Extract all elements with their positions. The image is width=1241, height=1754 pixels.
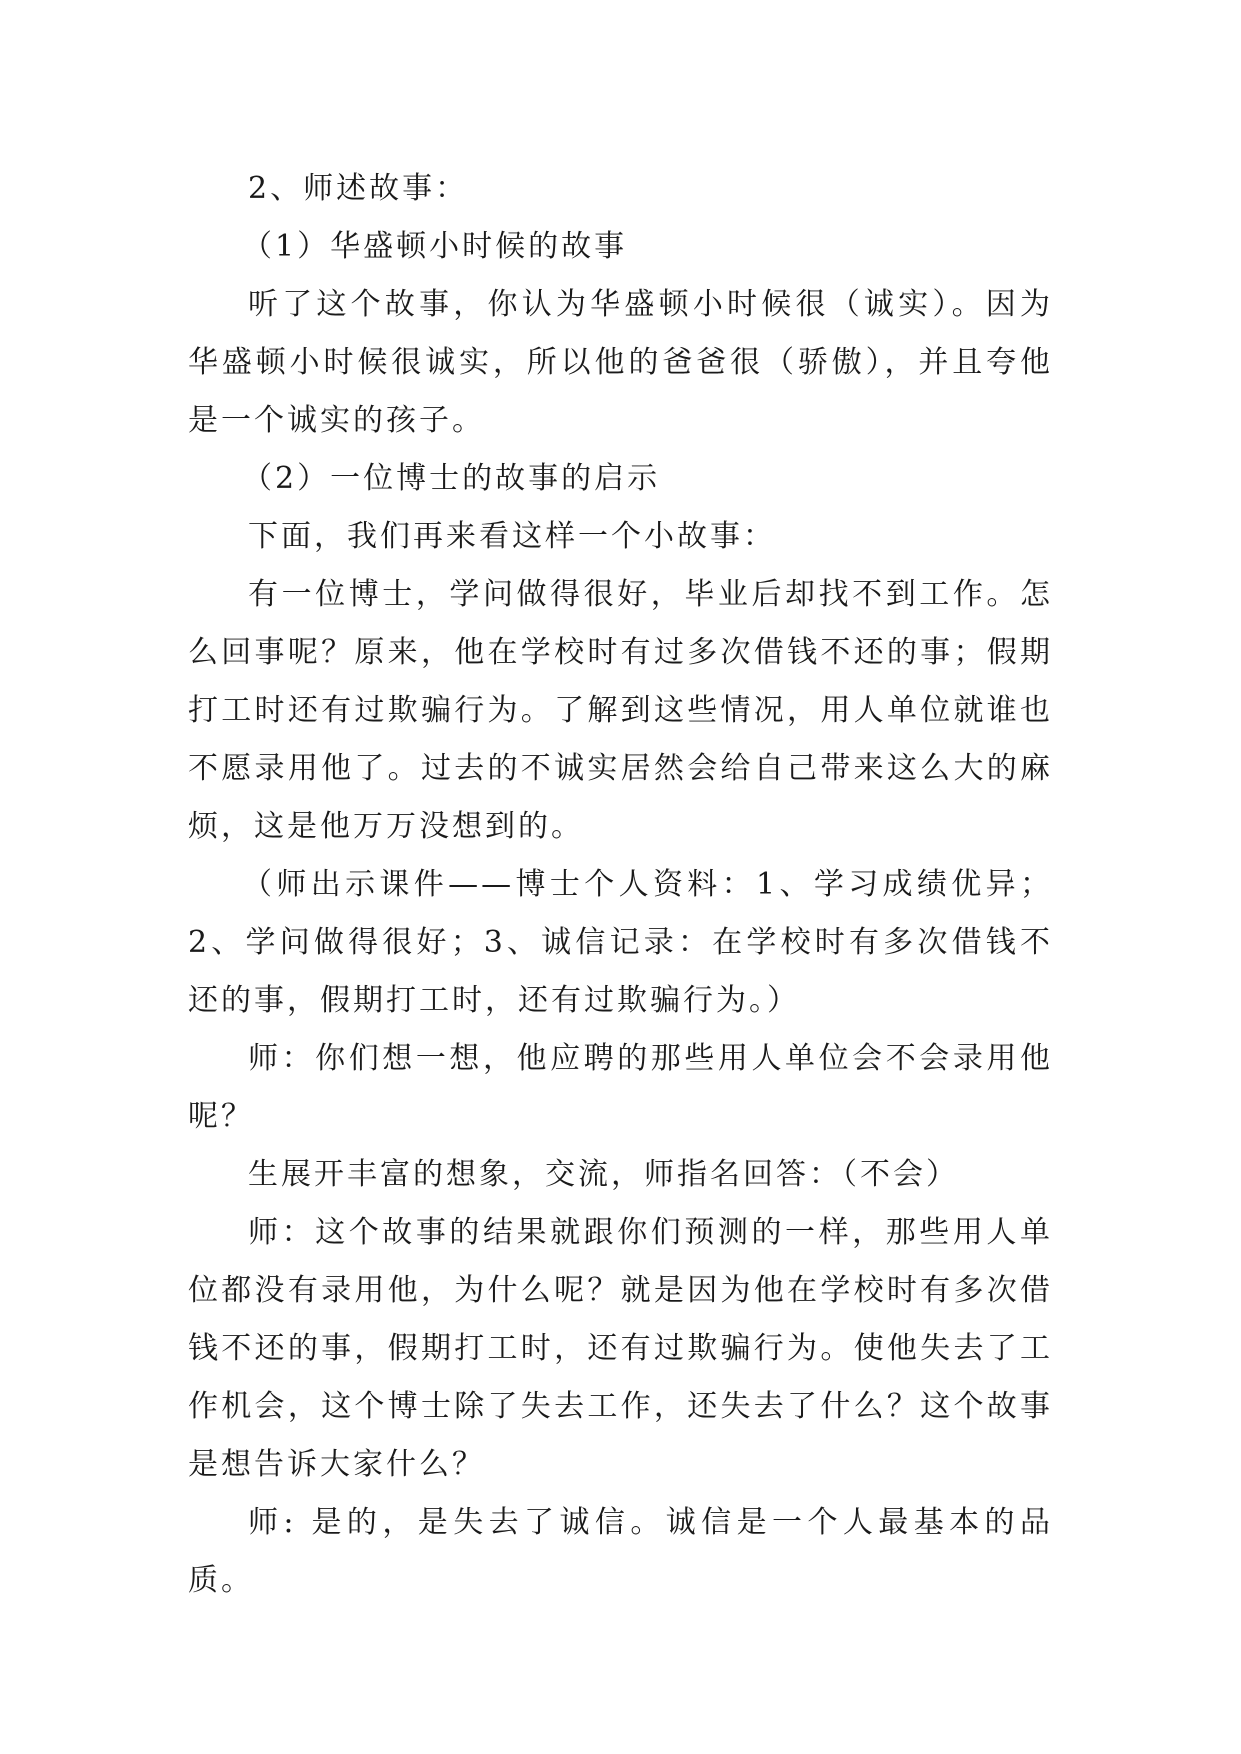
document-body <box>188 160 1053 1610</box>
paragraph: 有一位博士，学问做得很好，毕业后却找不到工作。怎么回事呢？原来，他在学校时有过多次借钱不还的事；假期打工时还有过欺骗行为。了解到这些情况，用人单位就谁也不愿录用他了。过去的不诚实居然会给自己带来这么大的麻烦，这是他万万没想到的。 <box>188 577 1053 844</box>
paragraph: 下面，我们再来看这样一个小故事： <box>248 519 776 554</box>
section-heading: 2、师述故事： <box>248 171 469 206</box>
subsection-heading: （2）一位博士的故事的启示 <box>242 461 661 496</box>
paragraph: 师：你们想一想，他应聘的那些用人单位会不会录用他呢？ <box>188 1041 1053 1134</box>
paragraph: 听了这个故事，你认为华盛顿小时候很（诚实）。因为华盛顿小时候很诚实，所以他的爸爸很（骄傲），并且夸他是一个诚实的孩子。 <box>188 287 1053 438</box>
paragraph: 师: 是的，是失去了诚信。诚信是一个人最基本的品质。 <box>188 1505 1053 1598</box>
paragraph: 生展开丰富的想象，交流，师指名回答：（不会） <box>248 1157 959 1192</box>
subsection-heading: （1）华盛顿小时候的故事 <box>242 229 628 264</box>
paragraph: （师出示课件——博士个人资料：1、学习成绩优异；2、学问做得很好；3、诚信记录：在学校时有多次借钱不还的事，假期打工时，还有过欺骗行为。） <box>188 867 1053 1018</box>
paragraph: 师：这个故事的结果就跟你们预测的一样，那些用人单位都没有录用他，为什么呢？就是因为他在学校时有多次借钱不还的事，假期打工时，还有过欺骗行为。使他失去了工作机会，这个博士除了失去工作，还失去了什么？这个故事是想告诉大家什么？ <box>188 1215 1053 1482</box>
